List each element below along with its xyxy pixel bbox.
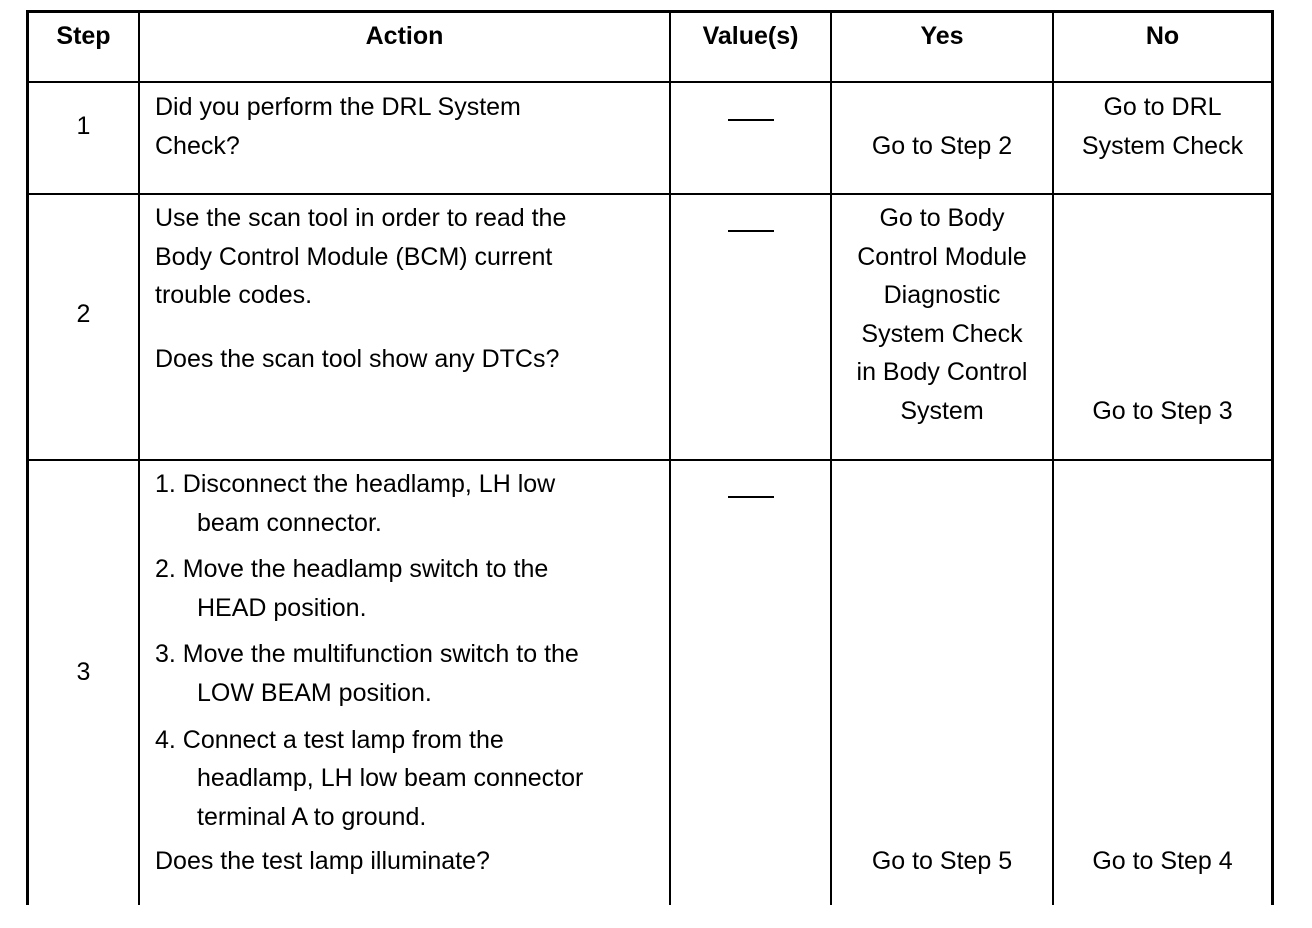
row3-item4-line2: headlamp, LH low beam connector: [197, 764, 584, 793]
row2-yes-line1: Go to Body: [879, 204, 1005, 232]
row3-item1-line2: beam connector.: [197, 508, 382, 537]
row1-action: [155, 88, 665, 165]
row3-step: 3: [76, 658, 91, 686]
row1-action-line1: Did you perform the DRL System: [155, 93, 521, 121]
row1-no: [1054, 88, 1271, 165]
row2-action: [155, 199, 665, 378]
header-step: Step: [56, 22, 111, 50]
row3-action-item1: [155, 465, 665, 542]
row2-action-line2: Body Control Module (BCM) current: [155, 242, 553, 271]
header-action: Action: [365, 22, 444, 50]
row3-no: Go to Step 4: [1092, 847, 1233, 875]
row2-yes: [832, 199, 1052, 431]
row3-item3-line1: 3. Move the multifunction switch to the: [155, 640, 579, 669]
row3-value-dash: [728, 496, 774, 498]
row1-action-line2: Check?: [155, 131, 240, 160]
row3-action-item2: [155, 550, 665, 627]
row1-step: 1: [76, 112, 91, 140]
row-divider-header: [29, 81, 1271, 83]
row3-item3-line2: LOW BEAM position.: [197, 678, 432, 707]
row3-item2-line2: HEAD position.: [197, 593, 367, 622]
row2-value-dash: [728, 230, 774, 232]
row2-yes-line3: Diagnostic: [883, 281, 1001, 310]
row3-item4-line1: 4. Connect a test lamp from the: [155, 725, 504, 754]
row-divider-1: [29, 193, 1271, 195]
row1-yes: Go to Step 2: [871, 132, 1013, 160]
row3-item1-line1: 1. Disconnect the headlamp, LH low: [155, 470, 556, 498]
row3-question: Does the test lamp illuminate?: [155, 847, 490, 876]
row1-value-dash: [728, 119, 774, 121]
row2-no: Go to Step 3: [1092, 397, 1233, 425]
row2-action-line3: trouble codes.: [155, 281, 313, 310]
row2-yes-line4: System Check: [861, 319, 1023, 348]
row2-yes-line6: System: [900, 396, 984, 425]
row3-action-item3: [155, 635, 665, 712]
diagnostic-table: [26, 10, 1274, 905]
row2-step: 2: [76, 300, 91, 328]
row2-action-line1: Use the scan tool in order to read the: [155, 204, 567, 232]
row3-action-item4: [155, 721, 665, 837]
row2-question: Does the scan tool show any DTCs?: [155, 344, 560, 373]
row2-yes-line5: in Body Control: [856, 358, 1028, 387]
row3-yes: Go to Step 5: [871, 847, 1013, 875]
row3-item4-line3: terminal A to ground.: [197, 802, 427, 831]
row3-item2-line1: 2. Move the headlamp switch to the: [155, 555, 549, 584]
header-values: Value(s): [702, 22, 799, 50]
header-no: No: [1145, 22, 1180, 50]
row1-no-line1: Go to DRL: [1103, 93, 1222, 121]
row3-action: [155, 465, 665, 881]
row-divider-2: [29, 459, 1271, 461]
header-yes: Yes: [920, 22, 964, 50]
row1-no-line2: System Check: [1081, 131, 1244, 160]
row2-yes-line2: Control Module: [857, 242, 1027, 271]
